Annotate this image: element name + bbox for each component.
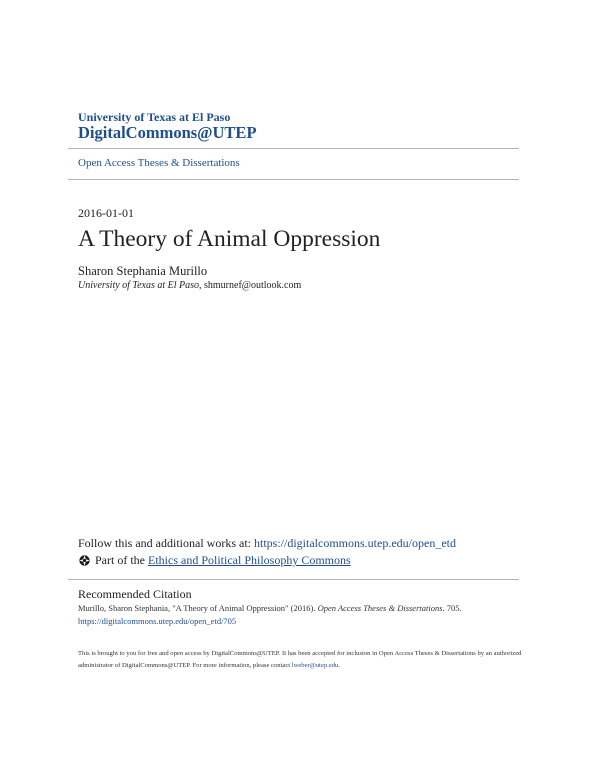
- notice-end: .: [338, 662, 340, 669]
- partof-link[interactable]: Ethics and Political Philosophy Commons: [148, 553, 351, 567]
- access-notice: [78, 648, 523, 672]
- citation-prefix: Murillo, Sharon Stephania, "A Theory of Animal Oppression" (2016).: [78, 603, 316, 613]
- citation-series: Open Access Theses & Dissertations: [317, 603, 443, 613]
- institution-name: University of Texas at El Paso: [78, 110, 231, 124]
- repository-link[interactable]: DigitalCommons@UTEP: [78, 123, 257, 142]
- affiliation-email: shmurnef@outlook.com: [204, 280, 302, 291]
- citation-number: . 705.: [442, 603, 462, 613]
- partof-line: [78, 553, 351, 568]
- affiliation-separator: ,: [199, 280, 205, 291]
- notice-email-link[interactable]: lweber@utep.edu: [291, 662, 339, 669]
- follow-line: [78, 536, 456, 551]
- commons-gear-icon: [78, 554, 91, 567]
- author-name: Sharon Stephania Murillo: [78, 264, 208, 278]
- divider-citation: [68, 579, 519, 580]
- affiliation-institution: University of Texas at El Paso: [78, 280, 200, 291]
- recommended-citation-heading: Recommended Citation: [78, 587, 192, 601]
- collection-link[interactable]: Open Access Theses & Dissertations: [78, 157, 240, 169]
- document-title: A Theory of Animal Oppression: [78, 226, 381, 252]
- divider-bottom: [68, 179, 519, 180]
- citation-link[interactable]: https://digitalcommons.utep.edu/open_etd/705: [78, 616, 237, 626]
- recommended-citation-text: [78, 602, 518, 628]
- author-affiliation: [78, 280, 301, 291]
- partof-text: Part of the: [95, 553, 145, 567]
- publication-date: 2016-01-01: [78, 206, 134, 220]
- notice-text: This is brought to you for free and open access by DigitalCommons@UTEP. It has been accepted for inclusion in Open Access Theses & Dissertations by an authorized administrator of DigitalCommons@UTEP. For more information, please contact: [78, 650, 522, 669]
- follow-text: Follow this and additional works at:: [78, 536, 251, 550]
- follow-link[interactable]: https://digitalcommons.utep.edu/open_etd: [254, 536, 456, 550]
- divider-top: [68, 148, 519, 149]
